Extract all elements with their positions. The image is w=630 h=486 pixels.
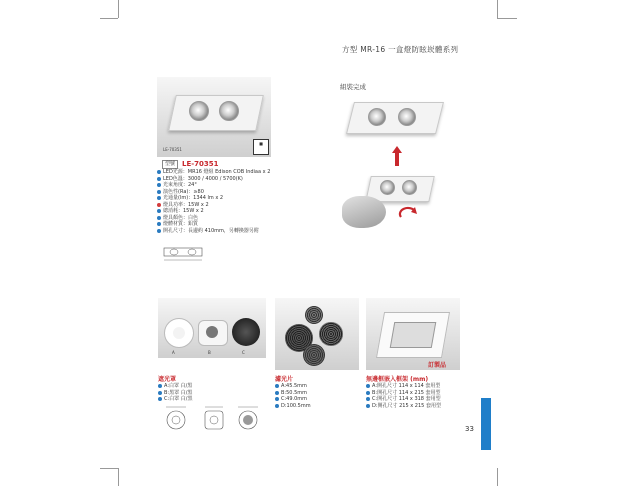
accessory-item-text: B:開孔尺寸 114 x 215 套用型 — [372, 389, 441, 396]
hood-b-diagram — [205, 411, 223, 429]
spec-text: 光束角度：24° — [163, 182, 197, 188]
crop-mark — [497, 468, 498, 486]
accessory-item-text: C:49.0mm — [281, 396, 308, 402]
frame-inner — [390, 322, 437, 348]
accessory-item-text: B:黑罩 白/黑 — [164, 389, 193, 396]
spec-text: 演色性(Ra)：≥80 — [163, 188, 204, 195]
bullet-icon — [157, 190, 161, 194]
accessory-item-text: D:100.5mm — [281, 402, 311, 409]
accessory-item-text: A:開孔尺寸 114 x 114 套用型 — [372, 383, 441, 389]
filter-medium-icon — [319, 322, 343, 346]
spec-text: 光通量(lm)：1344 lm x 2 — [163, 195, 224, 201]
model-label: 型號 — [162, 160, 178, 169]
accessory-title: 遮光罩 — [158, 376, 177, 383]
installed-photo — [342, 92, 446, 142]
accessory-text-filter — [275, 374, 311, 409]
bullet-icon — [366, 384, 370, 388]
bullet-icon — [366, 391, 370, 395]
install-step-photo — [340, 170, 436, 234]
bullet-icon — [158, 391, 162, 395]
accessory-photo-hood — [158, 298, 266, 358]
up-arrow-icon — [392, 146, 402, 166]
hood-label-a: A — [172, 350, 175, 355]
lamp-housing — [168, 95, 264, 131]
accessory-item — [366, 403, 441, 410]
spec-text: 燈具顏色：白色 — [163, 214, 199, 221]
hood-b-hole — [206, 326, 218, 338]
section-tab — [481, 398, 491, 450]
certification-badge — [253, 139, 269, 155]
bullet-icon — [158, 384, 162, 388]
photo-caption: LE-70351 — [163, 147, 182, 152]
filter-small-icon — [305, 306, 323, 324]
product-photo — [157, 77, 271, 157]
hand-icon — [342, 196, 386, 228]
crop-mark — [118, 468, 119, 486]
lens-icon — [368, 108, 386, 126]
accessory-items — [275, 383, 311, 409]
hood-label-c: C — [242, 350, 245, 355]
bullet-icon — [275, 404, 279, 408]
hood-c-icon — [232, 318, 260, 346]
hood-dimension-diagram — [160, 402, 266, 434]
bullet-icon — [275, 397, 279, 401]
bullet-icon — [366, 404, 370, 408]
bullet-icon — [157, 177, 161, 181]
badge-icon: ■ — [259, 141, 263, 146]
crop-mark — [497, 0, 498, 18]
accessory-item-text: B:50.5mm — [281, 389, 307, 396]
spec-text: 燈體材質：鋁質 — [163, 221, 199, 227]
custom-badge: 訂製品 — [428, 362, 447, 369]
bullet-icon — [157, 196, 161, 200]
diagram-lens — [188, 249, 196, 255]
lamp-housing — [346, 102, 444, 134]
lens-icon — [402, 180, 417, 195]
spec-text: 總消耗：15W x 2 — [163, 208, 204, 214]
filter-xl-icon — [303, 344, 325, 366]
crop-mark — [497, 18, 517, 19]
lens-icon — [219, 101, 239, 121]
hood-a-icon — [164, 318, 194, 348]
accessory-item-text: A:45.5mm — [281, 383, 307, 389]
page-number: 33 — [465, 425, 474, 433]
spec-list — [157, 169, 270, 234]
accessory-text-hood — [158, 374, 192, 403]
lens-icon — [189, 101, 209, 121]
accessory-items — [158, 383, 192, 403]
accessory-photo-filter — [275, 298, 359, 370]
spec-text: 開孔尺寸：長邊約 410mm，另轉換器另附 — [163, 227, 259, 234]
accessory-item-text: D:開孔尺寸 215 x 215 套用型 — [372, 402, 441, 409]
spec-text: 燈具功率：15W x 2 — [163, 201, 209, 208]
bullet-icon — [157, 170, 161, 174]
diagram-body — [164, 248, 202, 256]
bullet-icon — [275, 391, 279, 395]
crop-mark — [100, 468, 118, 469]
accessory-item-text: C:白罩 白/黑 — [164, 396, 193, 402]
accessory-text-frame — [366, 374, 441, 409]
spec-row — [157, 228, 270, 235]
accessory-item-text: A:白罩 白/黑 — [164, 383, 193, 389]
install-label: 組裝完成 — [340, 83, 366, 91]
bullet-icon — [158, 397, 162, 401]
hood-a-diagram — [167, 411, 185, 429]
spec-text: LED色溫：3000 / 4000 / 5700(K) — [163, 175, 243, 182]
spec-text: LED光源：MR16 燈組 Edison COB Indiaa x 2 — [163, 169, 271, 175]
lens-icon — [380, 180, 395, 195]
bullet-icon — [157, 216, 161, 220]
bullet-icon — [275, 384, 279, 388]
accessory-item — [275, 403, 311, 410]
hood-label-b: B — [208, 350, 211, 355]
crop-mark — [100, 18, 118, 19]
bullet-icon — [366, 397, 370, 401]
accessory-items — [366, 383, 441, 409]
bullet-icon — [157, 222, 161, 226]
diagram-lens — [170, 249, 178, 255]
crop-mark — [118, 0, 119, 18]
accessory-photo-frame — [366, 298, 460, 370]
model-code: LE-70351 — [182, 160, 219, 169]
page-title: 方型 MR-16 一盒燈防眩崁體系列 — [342, 45, 459, 54]
bullet-icon — [157, 209, 161, 213]
bullet-icon — [157, 229, 161, 233]
lens-icon — [398, 108, 416, 126]
accessory-title: 無邊框嵌入框架 (mm) — [366, 376, 429, 383]
accessory-item-text: C:開孔尺寸 114 x 318 套用型 — [372, 396, 441, 402]
bullet-icon — [157, 183, 161, 187]
dimension-diagram — [158, 244, 218, 264]
model-title — [162, 160, 219, 169]
accessory-title: 濾光片 — [275, 376, 294, 383]
rotate-arrow-icon — [398, 206, 418, 220]
bullet-icon — [157, 203, 161, 207]
